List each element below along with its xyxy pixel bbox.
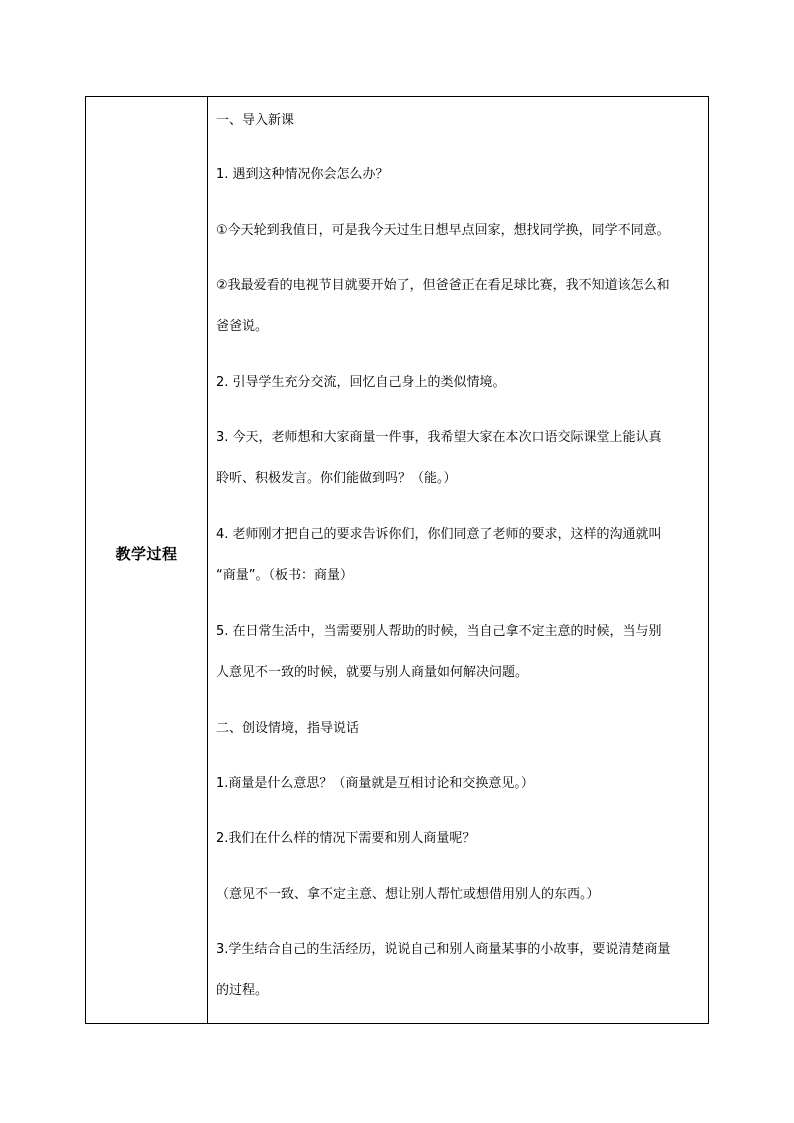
paragraph-line: 人意见不一致的时候，就要与别人商量如何解决问题。 xyxy=(216,665,529,680)
paragraph-line: 的过程。 xyxy=(216,983,269,998)
paragraph-line: 爸爸说。 xyxy=(216,319,269,334)
lesson-table xyxy=(85,96,709,1024)
paragraph-line: ①今天轮到我值日，可是我今天过生日想早点回家，想找同学换，同学不同意。 xyxy=(216,223,670,238)
section-label: 教学过程 xyxy=(115,545,178,563)
paragraph-line: 2.我们在什么样的情况下需要和别人商量呢？ xyxy=(216,831,476,846)
paragraph-line: 聆听、积极发言。你们能做到吗？（能。） xyxy=(216,471,457,486)
heading-import: 一、导入新课 xyxy=(216,113,295,128)
paragraph-line: 3.学生结合自己的生活经历，说说自己和别人商量某事的小故事，要说清楚商量 xyxy=(216,942,671,957)
paragraph-line: ②我最爱看的电视节目就要开始了，但爸爸正在看足球比赛，我不知道该怎么和 xyxy=(216,278,670,293)
section-content-cell xyxy=(208,97,708,1023)
paragraph-line: 3. 今天，老师想和大家商量一件事，我希望大家在本次口语交际课堂上能认真 xyxy=(216,430,662,445)
paragraph-line: 4. 老师刚才把自己的要求告诉你们，你们同意了老师的要求，这样的沟通就叫 xyxy=(216,527,662,542)
paragraph-line: 2. 引导学生充分交流，回忆自己身上的类似情境。 xyxy=(216,375,506,390)
paragraph-line: 5. 在日常生活中，当需要别人帮助的时候，当自己拿不定主意的时候，当与别 xyxy=(216,624,662,639)
paragraph-line: 1. 遇到这种情况你会怎么办？ xyxy=(216,167,389,182)
heading-scenario: 二、创设情境，指导说话 xyxy=(216,721,360,736)
paragraph-line: （意见不一致、拿不定主意、想让别人帮忙或想借用别人的东西。） xyxy=(216,887,600,902)
section-label-cell xyxy=(86,97,208,1023)
paragraph-line: “商量”。（板书：商量） xyxy=(216,568,353,583)
paragraph-line: 1.商量是什么意思？（商量就是互相讨论和交换意见。） xyxy=(216,776,534,791)
